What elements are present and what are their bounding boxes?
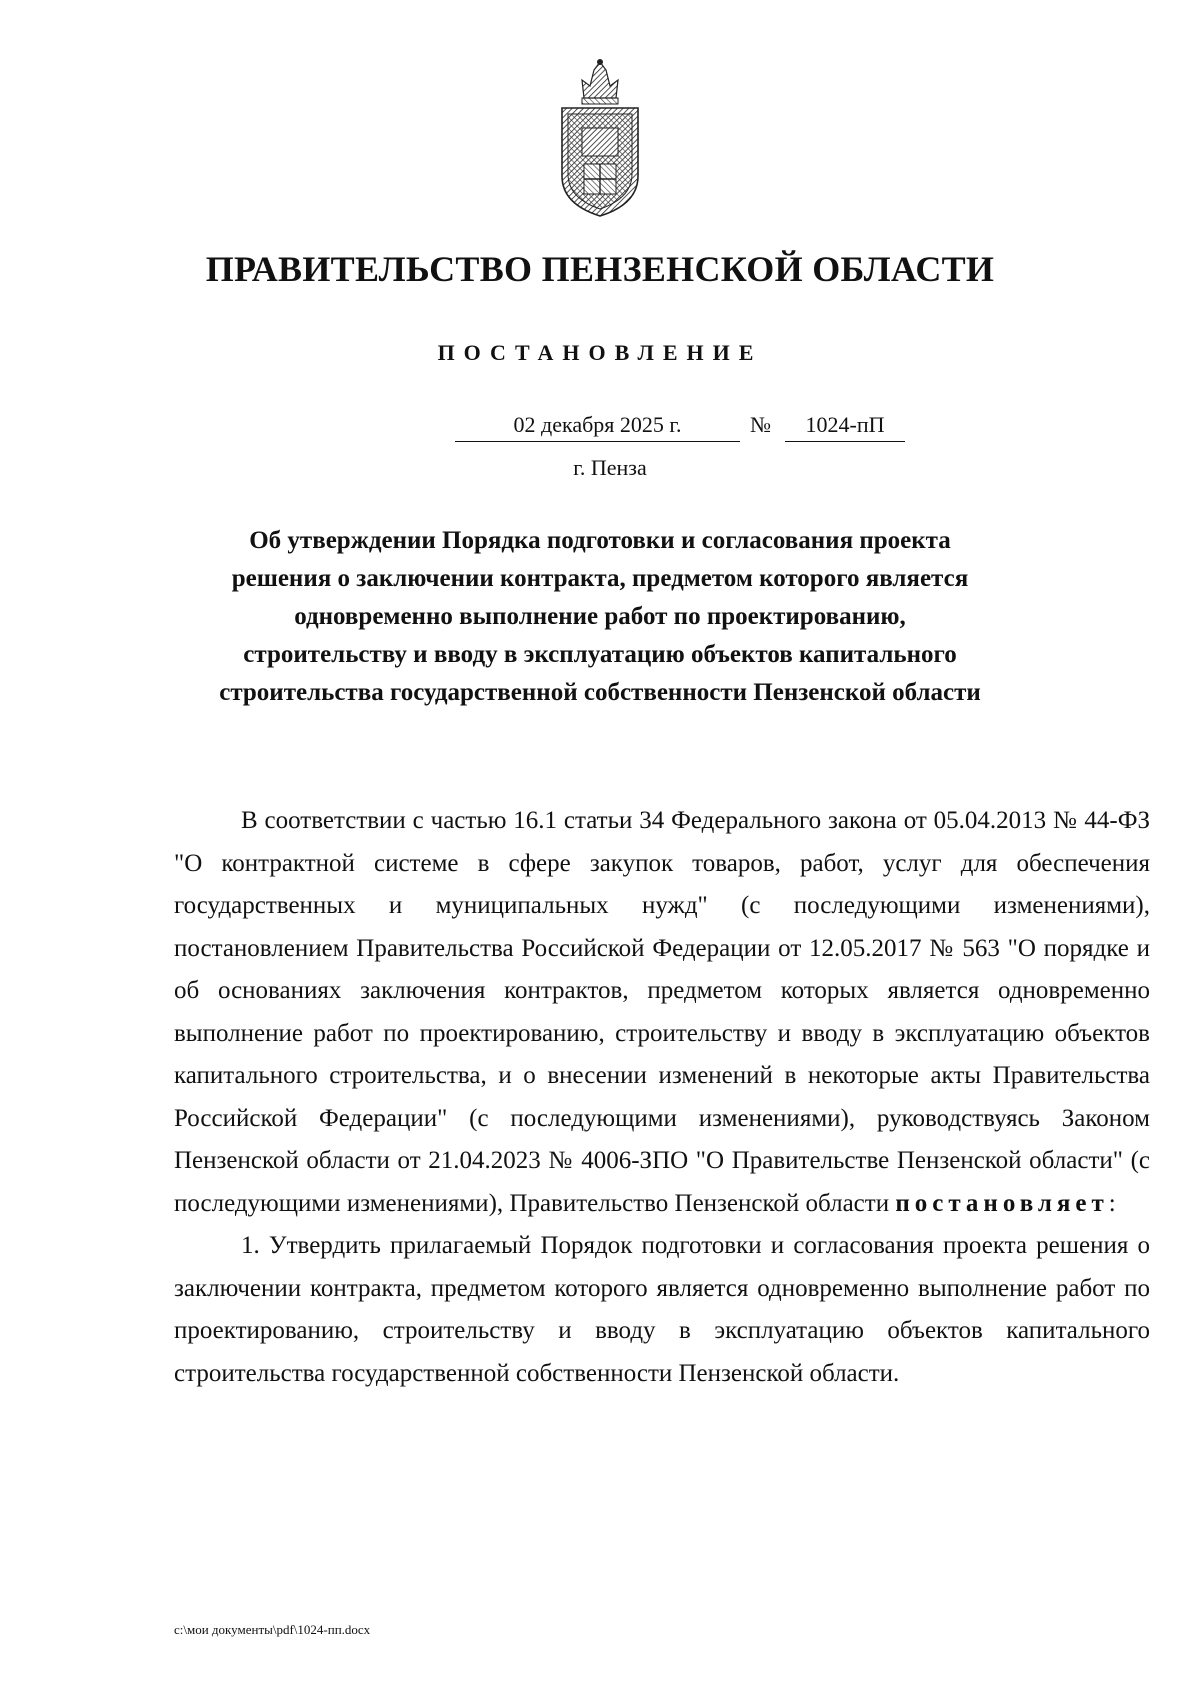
document-number: 1024-пП [785, 412, 905, 442]
document-date: 02 декабря 2025 г. [455, 412, 740, 442]
number-sign: № [750, 412, 771, 437]
document-body [174, 800, 1150, 1395]
organization-title: ПРАВИТЕЛЬСТВО ПЕНЗЕНСКОЙ ОБЛАСТИ [205, 249, 995, 289]
document-type: ПОСТАНОВЛЕНИЕ [437, 340, 763, 365]
coat-of-arms-icon [554, 58, 646, 220]
preamble-text: В соответствии с частью 16.1 статьи 34 Федерального закона от 05.04.2013 № 44-ФЗ "О контрактной системе в сфере закупок товаров, работ, услуг для обеспечения государственных и муниципальных нужд" (с последующими изменениями), постановлением Правительства Российской Федерации от 12.05.2017 № 563 "О порядке и об основаниях заключения контрактов, предметом которых является одновременно выполнение работ по проектированию, строительству и вводу в эксплуатацию объектов капитального строительства, и о внесении изменений в некоторые акты Правительства Российской Федерации" (с последующими изменениями), руководствуясь Законом Пензенской области от 21.04.2023 № 4006-ЗПО "О Правительстве Пензенской области" (с последующими изменениями), Правительство Пензенской области [174, 807, 1150, 1217]
subject-line: Об утверждении Порядка подготовки и согласования проекта [249, 527, 951, 554]
subject-line: одновременно выполнение работ по проектированию, [294, 603, 906, 630]
body-paragraph-item-1: 1. Утвердить прилагаемый Порядок подготовки и согласования проекта решения о заключении контракта, предметом которого является одновременно выполнение работ по проектированию, строительству и вводу в эксплуатацию объектов капитального строительства государственной собственности Пензенской области. [174, 1232, 1150, 1387]
document-subject [0, 522, 1200, 712]
subject-line: строительству и вводу в эксплуатацию объектов капитального [243, 641, 957, 668]
decree-colon: : [1108, 1189, 1116, 1217]
body-paragraph-preamble [174, 800, 1150, 1225]
footer-file-path: c:\мои документы\pdf\1024-пп.docx [174, 1622, 371, 1637]
subject-line: решения о заключении контракта, предметом которого является [231, 565, 969, 592]
decree-word: постановляет [895, 1189, 1109, 1217]
document-city: г. Пенза [573, 455, 647, 480]
subject-line: строительства государственной собственности Пензенской области [219, 679, 981, 706]
